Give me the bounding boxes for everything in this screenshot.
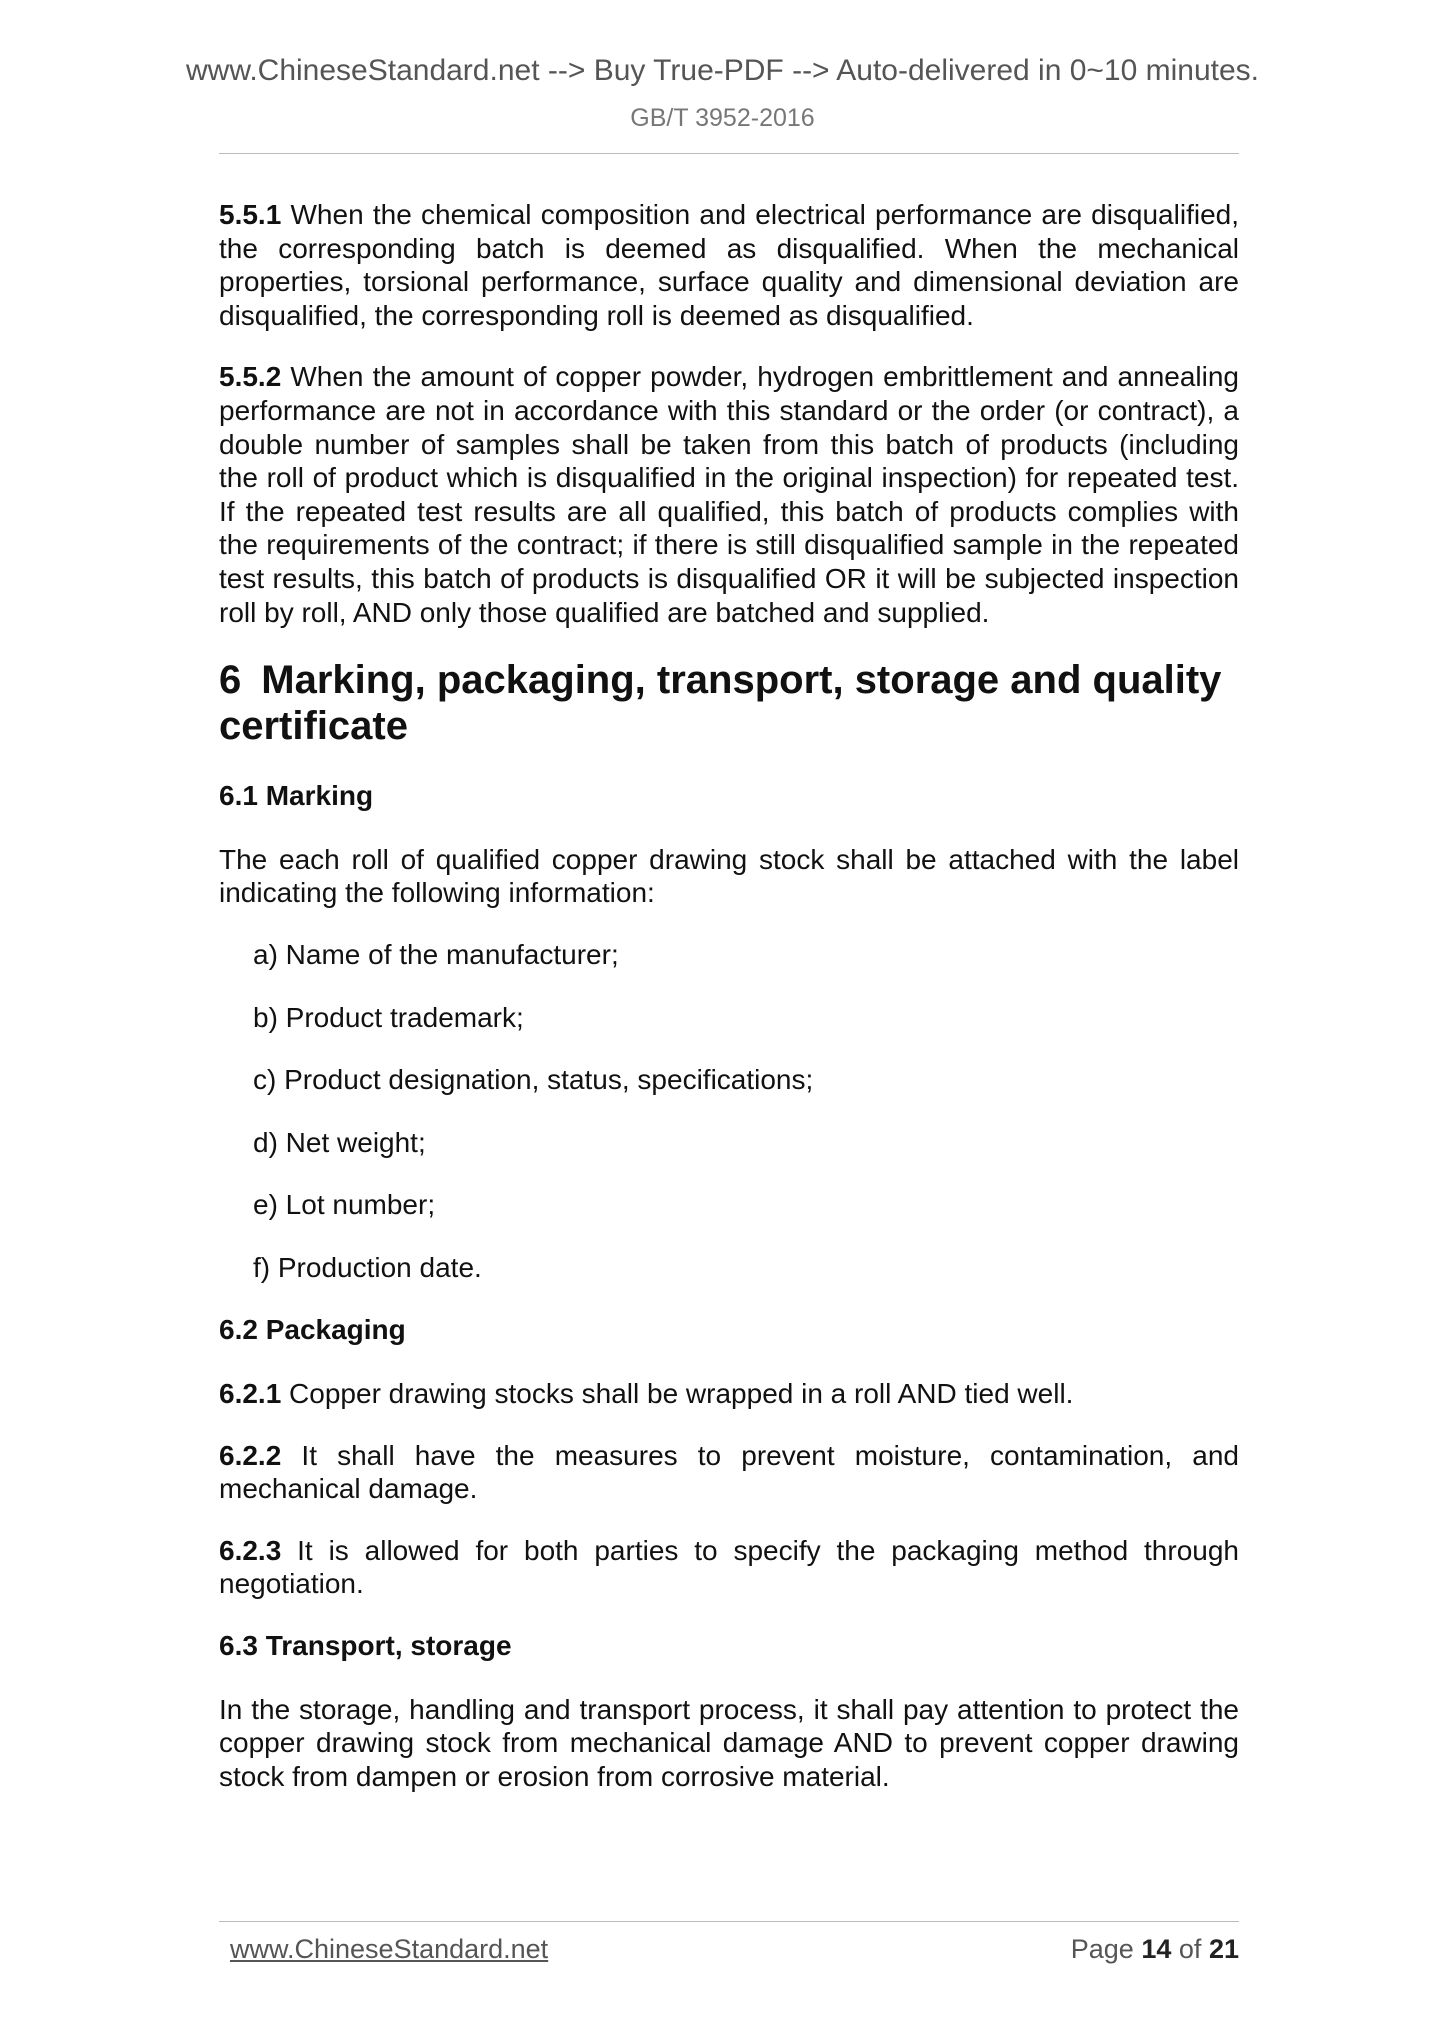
section-6-1-heading: 6.1 Marking bbox=[219, 780, 374, 812]
list-item: b) Product trademark; bbox=[253, 1001, 524, 1033]
clause-number: 6.2.3 bbox=[219, 1534, 282, 1566]
list-item: c) Product designation, status, specifications; bbox=[253, 1064, 814, 1096]
page-total: 21 bbox=[1208, 1934, 1239, 1964]
clause-text: It is allowed for both parties to specify the packaging method through negotiation. bbox=[219, 1534, 1239, 1600]
marking-list bbox=[219, 938, 1239, 1285]
clause-6-2-3 bbox=[219, 1534, 1239, 1601]
clause-text: Copper drawing stocks shall be wrapped in a roll AND tied well. bbox=[281, 1378, 1074, 1410]
footer-website-link[interactable]: www.ChineseStandard.net bbox=[230, 1934, 549, 1964]
clause-text: When the chemical composition and electrical performance are disqualified, the corresponding batch is deemed as disqualified. When the mechanical properties, torsional performance, surface quality and dimensional deviation are disqualified, the corresponding roll is deemed as disqualified. bbox=[219, 199, 1239, 331]
section-number: 6 bbox=[219, 658, 242, 703]
header-divider bbox=[219, 153, 1239, 154]
clause-text: When the amount of copper powder, hydrogen embrittlement and annealing performance are not in accordance with this standard or the order (or contract), a double number of samples shall be taken from this batch of products (including the roll of product which is disqualified in the original inspection) for repeated test. If the repeated test results are all qualified, this batch of products complies with the requirements of the contract; if there is still disqualified sample in the repeated test results, this batch of products is disqualified OR it will be subjected inspection roll by roll, AND only those qualified are batched and supplied. bbox=[219, 361, 1239, 628]
section-6-3-text: In the storage, handling and transport process, it shall pay attention to protect the copper drawing stock from mechanical damage AND to prevent copper drawing stock from dampen or erosion from corrosive material. bbox=[219, 1693, 1239, 1792]
clause-5-5-2 bbox=[219, 360, 1239, 629]
header-banner: www.ChineseStandard.net --> Buy True-PDF --> Auto-delivered in 0~10 minutes. bbox=[185, 54, 1260, 87]
page-number bbox=[1071, 1934, 1239, 1965]
page-of: of bbox=[1178, 1934, 1202, 1964]
page-current: 14 bbox=[1141, 1934, 1172, 1964]
footer-divider bbox=[219, 1921, 1239, 1922]
section-6-3-heading: 6.3 Transport, storage bbox=[219, 1630, 512, 1662]
clause-number: 5.5.1 bbox=[219, 199, 282, 230]
list-item: f) Production date. bbox=[253, 1251, 482, 1283]
document-id: GB/T 3952-2016 bbox=[630, 104, 815, 132]
section-6-heading bbox=[219, 657, 1239, 749]
clause-number: 5.5.2 bbox=[219, 361, 282, 393]
clause-number: 6.2.2 bbox=[219, 1439, 282, 1471]
list-item: e) Lot number; bbox=[253, 1189, 436, 1221]
clause-6-2-2 bbox=[219, 1439, 1239, 1506]
clause-text: It shall have the measures to prevent moisture, contamination, and mechanical damage. bbox=[219, 1439, 1239, 1505]
clause-6-2-1 bbox=[219, 1377, 1239, 1411]
section-6-1-intro: The each roll of qualified copper drawing stock shall be attached with the label indicating the following information: bbox=[219, 843, 1239, 909]
section-title: Marking, packaging, transport, storage and quality certificate bbox=[219, 658, 1222, 749]
section-6-2-heading: 6.2 Packaging bbox=[219, 1314, 406, 1346]
list-item: d) Net weight; bbox=[253, 1126, 426, 1158]
page-label: Page bbox=[1070, 1934, 1134, 1964]
page-content bbox=[219, 198, 1239, 1821]
list-item: a) Name of the manufacturer; bbox=[253, 938, 619, 970]
clause-number: 6.2.1 bbox=[219, 1378, 282, 1410]
clause-5-5-1 bbox=[219, 198, 1239, 332]
